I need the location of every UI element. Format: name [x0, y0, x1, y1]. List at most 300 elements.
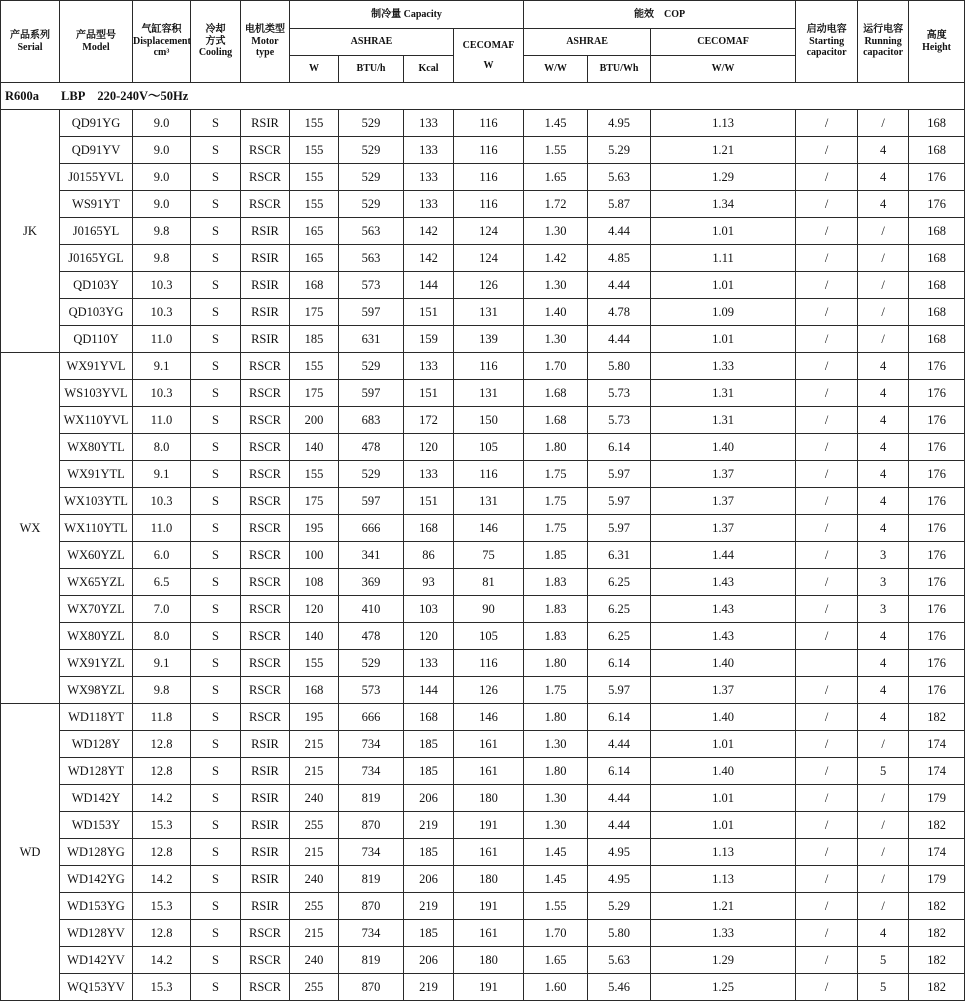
unit-ww: W/W [524, 56, 588, 83]
capacity-kcal-cell: 144 [404, 272, 454, 299]
starting-capacitor-cell: / [796, 893, 858, 920]
running-capacitor-cell: / [858, 245, 909, 272]
cop-ashrae-btuwh-cell: 6.14 [588, 650, 651, 677]
displacement-cell: 10.3 [133, 272, 191, 299]
cop-ashrae-btuwh-cell: 5.73 [588, 380, 651, 407]
cooling-cell: S [191, 893, 241, 920]
capacity-kcal-cell: 120 [404, 434, 454, 461]
cooling-cell: S [191, 218, 241, 245]
cop-ashrae-btuwh-cell: 5.73 [588, 407, 651, 434]
cop-ashrae-btuwh-cell: 4.85 [588, 245, 651, 272]
running-capacitor-cell: / [858, 731, 909, 758]
capacity-kcal-cell: 206 [404, 866, 454, 893]
running-capacitor-cell: 4 [858, 353, 909, 380]
cop-ashrae-btuwh-cell: 4.44 [588, 812, 651, 839]
displacement-cell: 9.0 [133, 137, 191, 164]
cop-cecomaf-ww-cell: 1.13 [651, 110, 796, 137]
capacity-w-cell: 200 [290, 407, 339, 434]
capacity-kcal-cell: 142 [404, 218, 454, 245]
height-cell: 176 [909, 515, 965, 542]
cop-cecomaf-ww-cell: 1.44 [651, 542, 796, 569]
refrigerant-label: R600a [5, 88, 40, 103]
cop-ashrae-ww-cell: 1.30 [524, 785, 588, 812]
model-cell: WX91YZL [60, 650, 133, 677]
capacity-cecomaf-w-cell: 180 [454, 866, 524, 893]
capacity-cecomaf-w-cell: 81 [454, 569, 524, 596]
table-row [1, 110, 965, 137]
starting-capacitor-cell: / [796, 326, 858, 353]
capacity-cecomaf-w-cell: 124 [454, 218, 524, 245]
capacity-cecomaf-w-cell: 116 [454, 191, 524, 218]
cop-ashrae-ww-cell: 1.30 [524, 731, 588, 758]
cop-cecomaf-ww-cell: 1.01 [651, 218, 796, 245]
starting-capacitor-cell: / [796, 137, 858, 164]
model-cell: WX80YTL [60, 434, 133, 461]
cooling-cell: S [191, 488, 241, 515]
running-capacitor-cell: 4 [858, 677, 909, 704]
series-cell: WX [1, 353, 60, 704]
cop-cecomaf-ww-cell: 1.31 [651, 380, 796, 407]
displacement-cell: 9.8 [133, 245, 191, 272]
capacity-w-cell: 108 [290, 569, 339, 596]
cop-cecomaf-ww-cell: 1.33 [651, 920, 796, 947]
model-cell: WX110YTL [60, 515, 133, 542]
cop-ashrae-ww-cell: 1.85 [524, 542, 588, 569]
table-row [1, 542, 965, 569]
starting-capacitor-cell: / [796, 110, 858, 137]
cop-ashrae-ww-cell: 1.30 [524, 218, 588, 245]
capacity-btuh-cell: 870 [339, 974, 404, 1001]
capacity-cecomaf-header: CECOMAF W [454, 29, 524, 83]
cooling-cell: S [191, 623, 241, 650]
capacity-kcal-cell: 219 [404, 893, 454, 920]
cop-ashrae-btuwh-cell: 6.14 [588, 434, 651, 461]
starting-capacitor-cell: / [796, 596, 858, 623]
capacity-btuh-cell: 597 [339, 488, 404, 515]
cop-ashrae-btuwh-cell: 4.44 [588, 326, 651, 353]
starting-capacitor-cell: / [796, 947, 858, 974]
cop-ashrae-ww-cell: 1.70 [524, 920, 588, 947]
capacity-btuh-cell: 819 [339, 866, 404, 893]
displacement-cell: 12.8 [133, 758, 191, 785]
running-capacitor-cell: 4 [858, 407, 909, 434]
running-capacitor-cell: / [858, 326, 909, 353]
capacity-w-cell: 255 [290, 893, 339, 920]
cop-ashrae-ww-cell: 1.30 [524, 326, 588, 353]
model-cell: WD128YG [60, 839, 133, 866]
capacity-kcal-cell: 151 [404, 380, 454, 407]
capacity-cecomaf-w-cell: 191 [454, 812, 524, 839]
cooling-cell: S [191, 299, 241, 326]
running-capacitor-cell: 4 [858, 704, 909, 731]
motor-type-cell: RSIR [241, 218, 290, 245]
cooling-cell: S [191, 515, 241, 542]
cop-cecomaf-ww-cell: 1.43 [651, 623, 796, 650]
model-cell: QD103YG [60, 299, 133, 326]
capacity-w-cell: 215 [290, 839, 339, 866]
cop-cecomaf-ww-cell: 1.40 [651, 650, 796, 677]
capacity-w-cell: 140 [290, 434, 339, 461]
capacity-cecomaf-w-cell: 150 [454, 407, 524, 434]
displacement-cell: 15.3 [133, 812, 191, 839]
capacity-kcal-cell: 185 [404, 731, 454, 758]
capacity-btuh-cell: 573 [339, 272, 404, 299]
model-cell: WD142Y [60, 785, 133, 812]
height-header: 高度 Height [909, 1, 965, 83]
table-row [1, 353, 965, 380]
running-capacitor-cell: 4 [858, 380, 909, 407]
capacity-kcal-cell: 219 [404, 974, 454, 1001]
capacity-cecomaf-w-cell: 116 [454, 110, 524, 137]
model-cell: WD118YT [60, 704, 133, 731]
capacity-kcal-cell: 133 [404, 164, 454, 191]
cop-ashrae-btuwh-cell: 5.80 [588, 353, 651, 380]
cop-cecomaf-ww-cell: 1.40 [651, 704, 796, 731]
cop-ashrae-btuwh-cell: 5.46 [588, 974, 651, 1001]
starting-capacitor-cell: / [796, 515, 858, 542]
displacement-cell: 12.8 [133, 839, 191, 866]
running-capacitor-cell: 4 [858, 164, 909, 191]
motor-type-cell: RSCR [241, 137, 290, 164]
cooling-cell: S [191, 866, 241, 893]
motor-type-cell: RSCR [241, 650, 290, 677]
table-row [1, 488, 965, 515]
cop-ashrae-btuwh-cell: 5.87 [588, 191, 651, 218]
capacity-ashrae-header: ASHRAE [290, 29, 454, 56]
capacity-w-cell: 175 [290, 488, 339, 515]
capacity-w-cell: 255 [290, 974, 339, 1001]
table-row [1, 191, 965, 218]
cop-cecomaf-ww-cell: 1.40 [651, 434, 796, 461]
capacity-btuh-cell: 529 [339, 137, 404, 164]
capacity-kcal-cell: 120 [404, 623, 454, 650]
table-row [1, 569, 965, 596]
cop-cecomaf-ww-cell: 1.01 [651, 785, 796, 812]
cop-ashrae-btuwh-cell: 4.95 [588, 110, 651, 137]
displacement-cell: 6.0 [133, 542, 191, 569]
capacity-btuh-cell: 597 [339, 380, 404, 407]
unit-btuwh: BTU/Wh [588, 56, 651, 83]
running-capacitor-cell: 3 [858, 542, 909, 569]
motor-type-cell: RSCR [241, 596, 290, 623]
cop-ashrae-btuwh-cell: 5.63 [588, 947, 651, 974]
capacity-btuh-cell: 529 [339, 110, 404, 137]
cop-ashrae-ww-cell: 1.45 [524, 866, 588, 893]
capacity-cecomaf-w-cell: 180 [454, 947, 524, 974]
cop-ashrae-ww-cell: 1.30 [524, 812, 588, 839]
cop-ashrae-btuwh-cell: 5.29 [588, 137, 651, 164]
motor-type-cell: RSCR [241, 623, 290, 650]
cooling-cell: S [191, 380, 241, 407]
cooling-cell: S [191, 650, 241, 677]
capacity-cecomaf-w-cell: 131 [454, 380, 524, 407]
cooling-cell: S [191, 326, 241, 353]
capacity-w-cell: 175 [290, 299, 339, 326]
model-cell: WD153Y [60, 812, 133, 839]
capacity-w-cell: 165 [290, 245, 339, 272]
motor-type-cell: RSIR [241, 245, 290, 272]
height-cell: 176 [909, 542, 965, 569]
cop-ashrae-ww-cell: 1.55 [524, 137, 588, 164]
height-cell: 179 [909, 785, 965, 812]
capacity-btuh-cell: 631 [339, 326, 404, 353]
displacement-cell: 9.1 [133, 353, 191, 380]
capacity-kcal-cell: 133 [404, 137, 454, 164]
capacity-btuh-cell: 529 [339, 353, 404, 380]
capacity-btuh-cell: 563 [339, 245, 404, 272]
model-cell: WQ153YV [60, 974, 133, 1001]
capacity-w-cell: 100 [290, 542, 339, 569]
starting-capacitor-cell: / [796, 974, 858, 1001]
table-row [1, 974, 965, 1001]
running-capacitor-cell: 4 [858, 623, 909, 650]
table-row [1, 407, 965, 434]
motor-type-cell: RSIR [241, 110, 290, 137]
cop-cecomaf-ww-cell: 1.37 [651, 461, 796, 488]
cooling-cell: S [191, 731, 241, 758]
capacity-btuh-cell: 734 [339, 839, 404, 866]
cop-cecomaf-ww-cell: 1.01 [651, 326, 796, 353]
displacement-cell: 8.0 [133, 434, 191, 461]
table-row [1, 839, 965, 866]
capacity-kcal-cell: 103 [404, 596, 454, 623]
running-capacitor-cell: 4 [858, 461, 909, 488]
cooling-cell: S [191, 272, 241, 299]
cooling-cell: S [191, 704, 241, 731]
cop-ashrae-btuwh-cell: 6.25 [588, 596, 651, 623]
capacity-w-cell: 168 [290, 272, 339, 299]
cop-ashrae-ww-cell: 1.45 [524, 839, 588, 866]
cop-ashrae-ww-cell: 1.83 [524, 569, 588, 596]
cop-cecomaf-header: CECOMAF [651, 29, 796, 56]
cop-ashrae-btuwh-cell: 4.95 [588, 839, 651, 866]
height-cell: 168 [909, 110, 965, 137]
running-capacitor-cell: / [858, 218, 909, 245]
cop-cecomaf-ww-cell: 1.25 [651, 974, 796, 1001]
starting-capacitor-cell: / [796, 272, 858, 299]
capacity-cecomaf-w-cell: 161 [454, 839, 524, 866]
capacity-kcal-cell: 172 [404, 407, 454, 434]
capacity-btuh-cell: 666 [339, 704, 404, 731]
capacity-w-cell: 165 [290, 218, 339, 245]
cop-ashrae-ww-cell: 1.75 [524, 515, 588, 542]
starting-capacitor-cell: / [796, 758, 858, 785]
displacement-cell: 9.8 [133, 677, 191, 704]
cop-ashrae-ww-cell: 1.80 [524, 758, 588, 785]
capacity-cecomaf-w-cell: 75 [454, 542, 524, 569]
capacity-kcal-cell: 168 [404, 704, 454, 731]
motor-type-cell: RSCR [241, 704, 290, 731]
cop-ashrae-btuwh-cell: 5.97 [588, 677, 651, 704]
motor-type-cell: RSIR [241, 272, 290, 299]
running-capacitor-cell: 4 [858, 488, 909, 515]
cooling-cell: S [191, 461, 241, 488]
height-cell: 179 [909, 866, 965, 893]
cooling-cell: S [191, 569, 241, 596]
displacement-cell: 7.0 [133, 596, 191, 623]
motor-type-cell: RSCR [241, 488, 290, 515]
cop-ashrae-btuwh-cell: 5.97 [588, 515, 651, 542]
table-row [1, 137, 965, 164]
starting-capacitor-cell: / [796, 461, 858, 488]
cooling-cell: S [191, 110, 241, 137]
running-capacitor-cell: / [858, 299, 909, 326]
series-cell: WD [1, 704, 60, 1001]
capacity-btuh-cell: 369 [339, 569, 404, 596]
power-label: 220-240V～50Hz [97, 88, 189, 103]
height-cell: 176 [909, 353, 965, 380]
displacement-cell: 10.3 [133, 380, 191, 407]
starting-capacitor-cell: / [796, 677, 858, 704]
displacement-header: 气缸容积 Displacement cm³ [133, 1, 191, 83]
running-capacitor-cell: / [858, 893, 909, 920]
cop-ashrae-btuwh-cell: 6.14 [588, 704, 651, 731]
starting-capacitor-cell: / [796, 380, 858, 407]
model-cell: J0165YL [60, 218, 133, 245]
displacement-cell: 10.3 [133, 488, 191, 515]
table-header [1, 1, 965, 83]
model-header: 产品型号 Model [60, 1, 133, 83]
cop-ashrae-ww-cell: 1.68 [524, 380, 588, 407]
table-row [1, 623, 965, 650]
cop-cecomaf-ww-cell: 1.01 [651, 731, 796, 758]
starting-capacitor-cell: / [796, 299, 858, 326]
motor-type-cell: RSCR [241, 974, 290, 1001]
cop-cecomaf-ww-cell: 1.31 [651, 407, 796, 434]
cooling-cell: S [191, 245, 241, 272]
starting-capacitor-cell: / [796, 839, 858, 866]
height-cell: 168 [909, 245, 965, 272]
starting-capacitor-cell: / [796, 704, 858, 731]
cooling-cell: S [191, 353, 241, 380]
cop-ashrae-ww-cell: 1.80 [524, 704, 588, 731]
model-cell: WD153YG [60, 893, 133, 920]
cop-ashrae-ww-cell: 1.83 [524, 623, 588, 650]
motor-type-cell: RSCR [241, 542, 290, 569]
displacement-cell: 8.0 [133, 623, 191, 650]
cop-ashrae-ww-cell: 1.55 [524, 893, 588, 920]
capacity-cecomaf-w-cell: 139 [454, 326, 524, 353]
capacity-btuh-cell: 529 [339, 650, 404, 677]
starting-capacitor-cell: / [796, 488, 858, 515]
capacity-btuh-cell: 478 [339, 434, 404, 461]
height-cell: 176 [909, 461, 965, 488]
capacity-cecomaf-w-cell: 126 [454, 272, 524, 299]
capacity-btuh-cell: 341 [339, 542, 404, 569]
cop-ashrae-btuwh-cell: 5.63 [588, 164, 651, 191]
table-row [1, 758, 965, 785]
displacement-cell: 9.0 [133, 164, 191, 191]
capacity-kcal-cell: 133 [404, 110, 454, 137]
running-capacitor-cell: 5 [858, 974, 909, 1001]
cop-ashrae-ww-cell: 1.65 [524, 164, 588, 191]
capacity-kcal-cell: 133 [404, 650, 454, 677]
starting-capacitor-cell: / [796, 191, 858, 218]
cop-ashrae-btuwh-cell: 6.25 [588, 569, 651, 596]
model-cell: WD128Y [60, 731, 133, 758]
running-capacitor-cell: / [858, 272, 909, 299]
displacement-cell: 11.0 [133, 326, 191, 353]
cop-ashrae-btuwh-cell: 5.80 [588, 920, 651, 947]
height-cell: 176 [909, 164, 965, 191]
cop-cecomaf-ww-cell: 1.40 [651, 758, 796, 785]
cooling-cell: S [191, 164, 241, 191]
cop-cecomaf-ww-cell: 1.37 [651, 488, 796, 515]
cooling-cell: S [191, 407, 241, 434]
cop-cecomaf-ww-cell: 1.29 [651, 164, 796, 191]
capacity-btuh-cell: 734 [339, 731, 404, 758]
cop-ashrae-ww-cell: 1.80 [524, 434, 588, 461]
height-cell: 176 [909, 488, 965, 515]
table-row [1, 812, 965, 839]
motor-type-cell: RSCR [241, 164, 290, 191]
cop-cecomaf-ww-cell: 1.37 [651, 677, 796, 704]
cop-cecomaf-ww-cell: 1.21 [651, 137, 796, 164]
motor-type-cell: RSCR [241, 191, 290, 218]
table-row [1, 245, 965, 272]
displacement-cell: 11.0 [133, 515, 191, 542]
capacity-kcal-cell: 133 [404, 353, 454, 380]
capacity-w-cell: 195 [290, 704, 339, 731]
capacity-w-cell: 175 [290, 380, 339, 407]
cop-cecomaf-ww-cell: 1.01 [651, 812, 796, 839]
cooling-cell: S [191, 920, 241, 947]
height-cell: 176 [909, 569, 965, 596]
capacity-w-cell: 155 [290, 353, 339, 380]
capacity-kcal-cell: 206 [404, 785, 454, 812]
starting-capacitor-cell [796, 650, 858, 677]
running-capacitor-cell: 4 [858, 650, 909, 677]
starting-capacitor-cell: / [796, 542, 858, 569]
starting-capacitor-cell: / [796, 920, 858, 947]
capacity-kcal-cell: 185 [404, 920, 454, 947]
motor-type-cell: RSIR [241, 326, 290, 353]
capacity-btuh-cell: 563 [339, 218, 404, 245]
capacity-cecomaf-w-cell: 105 [454, 623, 524, 650]
capacity-header: 制冷量 Capacity [290, 1, 524, 29]
capacity-btuh-cell: 734 [339, 920, 404, 947]
capacity-w-cell: 240 [290, 947, 339, 974]
model-cell: WX60YZL [60, 542, 133, 569]
height-cell: 176 [909, 191, 965, 218]
motor-type-cell: RSCR [241, 461, 290, 488]
capacity-w-cell: 215 [290, 920, 339, 947]
capacity-w-cell: 255 [290, 812, 339, 839]
model-cell: QD110Y [60, 326, 133, 353]
cop-ashrae-ww-cell: 1.30 [524, 272, 588, 299]
model-cell: WD128YT [60, 758, 133, 785]
height-cell: 176 [909, 380, 965, 407]
capacity-cecomaf-w-cell: 116 [454, 461, 524, 488]
table-row [1, 272, 965, 299]
cop-cecomaf-ww-cell: 1.43 [651, 569, 796, 596]
capacity-cecomaf-w-cell: 146 [454, 515, 524, 542]
cop-ashrae-ww-cell: 1.42 [524, 245, 588, 272]
capacity-w-cell: 155 [290, 110, 339, 137]
capacity-kcal-cell: 142 [404, 245, 454, 272]
running-capacitor-cell: / [858, 812, 909, 839]
cop-ashrae-ww-cell: 1.70 [524, 353, 588, 380]
model-cell: QD91YG [60, 110, 133, 137]
capacity-btuh-cell: 870 [339, 812, 404, 839]
unit-w: W [290, 56, 339, 83]
model-cell: WX110YVL [60, 407, 133, 434]
table-row [1, 731, 965, 758]
cop-ashrae-btuwh-cell: 4.44 [588, 272, 651, 299]
cop-ashrae-btuwh-cell: 4.95 [588, 866, 651, 893]
cop-cecomaf-ww-cell: 1.29 [651, 947, 796, 974]
serial-header: 产品系列 Serial [1, 1, 60, 83]
